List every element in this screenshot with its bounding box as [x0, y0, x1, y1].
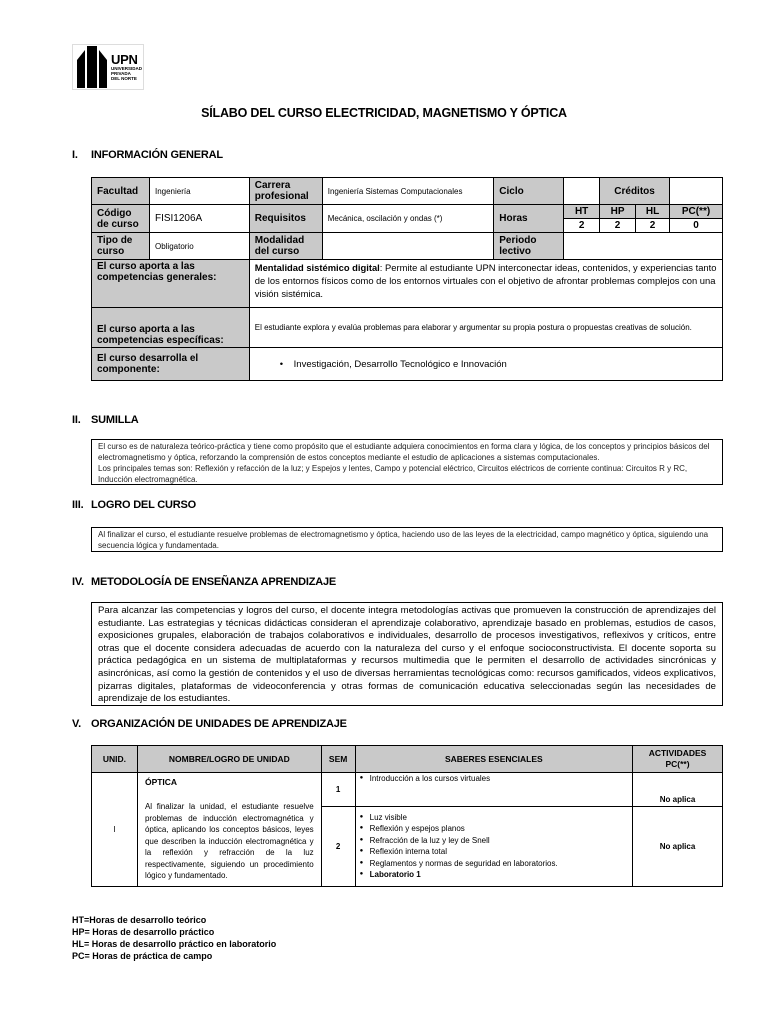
comp-generales-value: Mentalidad sistémico digital: Permite al estudiante UPN interconectar ideas, contenidos, y experiencias tanto de los entornos físicos como de los entornos virtuales con el objetivo de afrontar problemas complejos con una visión sistémica. [249, 260, 722, 308]
ht-label: HT [564, 205, 600, 219]
codigo-label: Código de curso [92, 205, 150, 233]
tipo-label: Tipo de curso [92, 233, 150, 260]
logo-sub-3: DEL NORTE [111, 75, 137, 81]
sumilla-box [91, 439, 723, 485]
list-item: ● Laboratorio 1 [360, 869, 628, 881]
section-heading-1: I. INFORMACIÓN GENERAL [72, 149, 223, 161]
unit-name: ÓPTICA [144, 777, 178, 787]
list-item: ● Luz visible [360, 812, 628, 824]
general-info-table [91, 177, 723, 381]
componente-value: • Investigación, Desarrollo Tecnológico e Innovación [249, 348, 722, 381]
section-heading-4: IV. METODOLOGÍA DE ENSEÑANZA APRENDIZAJE [72, 576, 337, 588]
hp-label: HP [600, 205, 636, 219]
week-1-saberes [355, 773, 632, 807]
comp-generales-label: El curso aporta a las competencias generales: [92, 260, 250, 308]
week-1-pc: No aplica [633, 773, 723, 807]
week-2-saberes [355, 807, 632, 886]
list-item: ● Refracción de la luz y ley de Snell [360, 835, 628, 847]
section-heading-5: V. ORGANIZACIÓN DE UNIDADES DE APRENDIZAJE [72, 718, 347, 730]
page-title: SÍLABO DEL CURSO ELECTRICIDAD, MAGNETISMO Y ÓPTICA [201, 106, 567, 120]
week-1-sem: 1 [321, 773, 355, 807]
modalidad-value [322, 233, 494, 260]
metodologia-box: Para alcanzar las competencias y logros del curso, el docente integra metodologías activas que promueven la construcción de aprendizajes del estudiante. Las estrategias y técnicas didácticas consideran el aprendizaje colaborativo, aprendizaje basado en problemas, estudios de casos, exposiciones grupales, elaboración de trabajos colaborativos e individuales, desarrollo de procesos investigativos, reflexivos y críticos, entre otras que el docente considera adecuadas de acuerdo con la naturaleza del curso y el enfoque socioconstructivista. El docente soporta su práctica pedagógica en un sistema de multiplataformas y recursos multimedia que le permiten el desarrollo de actividades sincrónicas y asincrónicas, así como la gestión de contenidos y el uso de diversas herramientas tecnológicas como: recursos gamificados, videos explicativos, pizarras digitales, plataformas de videoconferencia y otras formas de comunicación educativa seleccionadas según las necesidades de aprendizaje de los estudiantes. [91, 602, 723, 706]
list-item: ● Introducción a los cursos virtuales [360, 773, 628, 785]
week-2-pc: No aplica [633, 807, 723, 886]
unit-logro: Al finalizar la unidad, el estudiante resuelve problemas de inducción electromagnética y óptica, aplicando los conceptos básicos, leyes que describen la inducción electromagnética y la reflexión y refracción de la luz respectivamente, siguiendo un procedimiento lógico y fundamentado. [144, 802, 314, 880]
carrera-value: Ingeniería Sistemas Computacionales [322, 178, 494, 205]
hl-label: HL [636, 205, 670, 219]
logo-sub-1: UNIVERSIDAD [111, 65, 143, 71]
logro-box: Al finalizar el curso, el estudiante resuelve problemas de electromagnetismo y óptica, haciendo uso de las leyes de la electricidad, campo magnético y óptica, siguiendo una secuencia lógica y fundamentada. [91, 527, 723, 552]
legend-pc: PC= Horas de práctica de campo [72, 951, 213, 961]
list-item: ● Reflexión y espejos planos [360, 823, 628, 835]
ciclo-value [564, 178, 600, 205]
componente-label: El curso desarrolla el componente: [92, 348, 250, 381]
codigo-value: FISI1206A [149, 205, 249, 233]
creditos-label: Créditos [600, 178, 670, 205]
modalidad-label: Modalidad del curso [249, 233, 322, 260]
ciclo-label: Ciclo [494, 178, 564, 205]
hours-legend [72, 914, 276, 962]
week-2-sem: 2 [321, 807, 355, 886]
logo-sub-2: PRIVADA [111, 70, 131, 76]
pc-label: PC(**) [670, 205, 723, 219]
legend-ht: HT=Horas de desarrollo teórico [72, 915, 207, 925]
sumilla-p1: El curso es de naturaleza teórico-práctica y tiene como propósito que el estudiante adquiera conocimientos en forma clara y lógica, de los conceptos y principios básicos del electromagnetismo y óptica, reforzando la comprensión de estos conceptos mediante el estudio de aplicaciones a sistemas computacionales. [98, 442, 710, 462]
list-item: ● Reflexión interna total [360, 846, 628, 858]
col-saberes: SABERES ESENCIALES [355, 746, 632, 773]
upn-logo-mark-icon [75, 46, 109, 88]
horas-label: Horas [494, 205, 564, 233]
requisitos-label: Requisitos [249, 205, 322, 233]
tipo-value: Obligatorio [149, 233, 249, 260]
logo-brand: UPN [111, 51, 138, 67]
periodo-label: Periodo lectivo [494, 233, 564, 260]
hp-value: 2 [600, 219, 636, 233]
carrera-label: Carrera profesional [249, 178, 322, 205]
requisitos-value: Mecánica, oscilación y ondas (*) [322, 205, 494, 233]
hl-value: 2 [636, 219, 670, 233]
list-item: ● Reglamentos y normas de seguridad en laboratorios. [360, 858, 628, 870]
col-nombre: NOMBRE/LOGRO DE UNIDAD [137, 746, 321, 773]
unit-name-cell [137, 773, 321, 887]
facultad-label: Facultad [92, 178, 150, 205]
comp-especificas-value: El estudiante explora y evalúa problemas para elaborar y argumentar su propia postura o propuestas creativas de solución. [249, 308, 722, 348]
periodo-value [564, 233, 723, 260]
upn-logo [72, 44, 144, 90]
col-unid: UNID. [92, 746, 138, 773]
creditos-value [670, 178, 723, 205]
sumilla-p2: Los principales temas son: Reflexión y refacción de la luz; y Espejos y lentes, Campo y potencial eléctrico, Circuitos eléctricos de corriente continua: Circuitos R y RC, Inducción electromagnética. [98, 464, 688, 484]
unit-number: I [92, 773, 138, 887]
col-sem: SEM [321, 746, 355, 773]
legend-hp: HP= Horas de desarrollo práctico [72, 927, 215, 937]
col-actividades: ACTIVIDADES PC(**) [633, 746, 723, 773]
section-heading-3: III. LOGRO DEL CURSO [72, 499, 196, 511]
units-table [91, 745, 723, 887]
legend-hl: HL= Horas de desarrollo práctico en laboratorio [72, 939, 277, 949]
ht-value: 2 [564, 219, 600, 233]
comp-especificas-label: El curso aporta a las competencias específicas: [92, 308, 250, 348]
pc-value: 0 [670, 219, 723, 233]
section-heading-2: II. SUMILLA [72, 414, 139, 426]
facultad-value: Ingeniería [149, 178, 249, 205]
